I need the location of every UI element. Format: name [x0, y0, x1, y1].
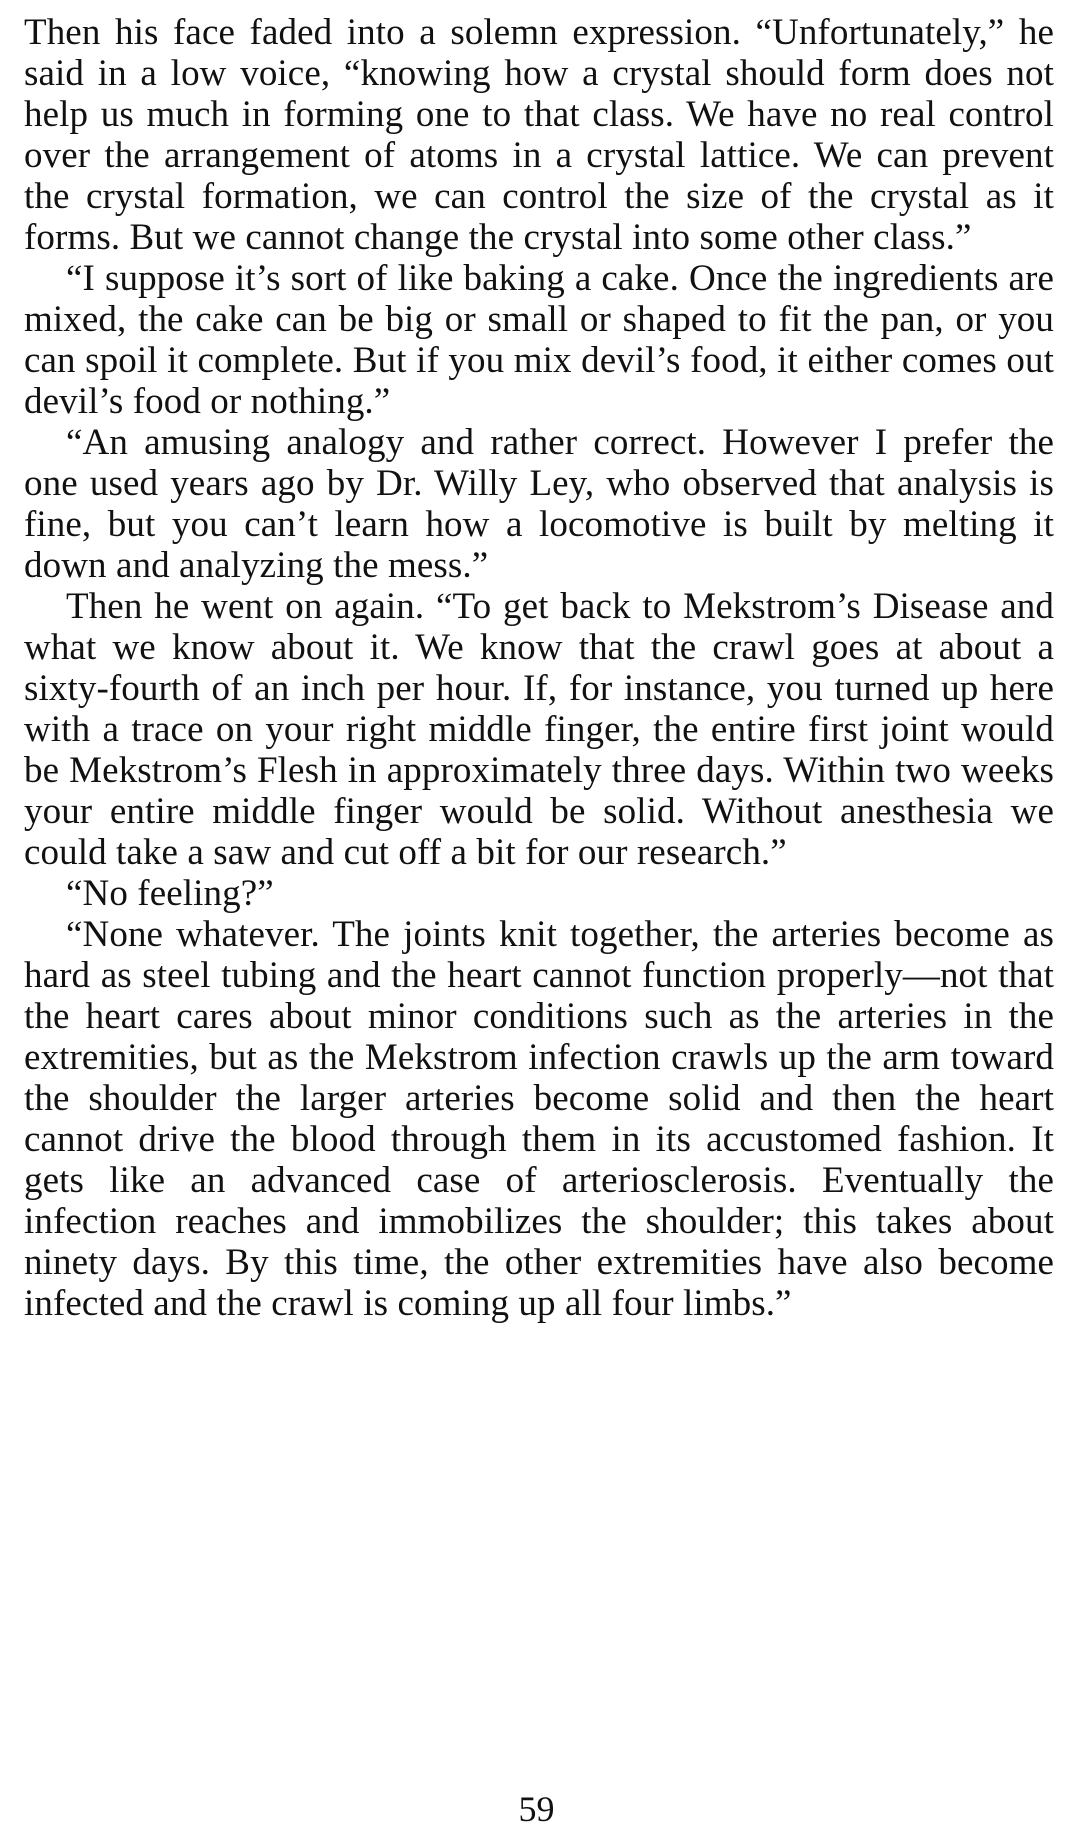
paragraph-6: “None whatever. The joints knit together, the arteries become as hard as steel tubing and the heart cannot function properly—not that the heart cares about minor conditions such as the arteries in the extremities, but as the Mekstrom infection crawls up the arm toward the shoulder the larger arteries become solid and then the heart cannot drive the blood through them in its accustomed fashion. It gets like an advanced case of arteriosclerosis. Eventually the infection reaches and immobilizes the shoulder; this takes about ninety days. By this time, the other extremities have also become infected and the crawl is coming up all four limbs.” — [24, 914, 1054, 1324]
book-page — [24, 12, 1054, 1324]
paragraph-4: Then he went on again. “To get back to Mekstrom’s Disease and what we know about it. We know that the crawl goes at about a sixty-fourth of an inch per hour. If, for instance, you turned up here with a trace on your right middle finger, the entire first joint would be Mekstrom’s Flesh in approximately three days. Within two weeks your entire middle finger would be solid. Without anesthesia we could take a saw and cut off a bit for our research.” — [24, 586, 1054, 873]
paragraph-1: Then his face faded into a solemn expression. “Unfortunately,” he said in a low voice, “knowing how a crystal should form does not help us much in forming one to that class. We have no real control over the arrangement of atoms in a crystal lattice. We can prevent the crystal formation, we can control the size of the crystal as it forms. But we cannot change the crystal into some other class.” — [24, 12, 1054, 258]
paragraph-3: “An amusing analogy and rather correct. However I prefer the one used years ago by Dr. Willy Ley, who observed that analysis is fine, but you can’t learn how a locomotive is built by melting it down and analyzing the mess.” — [24, 422, 1054, 586]
page-number: 59 — [518, 1789, 555, 1829]
paragraph-2: “I suppose it’s sort of like baking a cake. Once the ingredients are mixed, the cake can be big or small or shaped to fit the pan, or you can spoil it complete. But if you mix devil’s food, it either comes out devil’s food or nothing.” — [24, 258, 1054, 422]
paragraph-5: “No feeling?” — [66, 873, 274, 914]
